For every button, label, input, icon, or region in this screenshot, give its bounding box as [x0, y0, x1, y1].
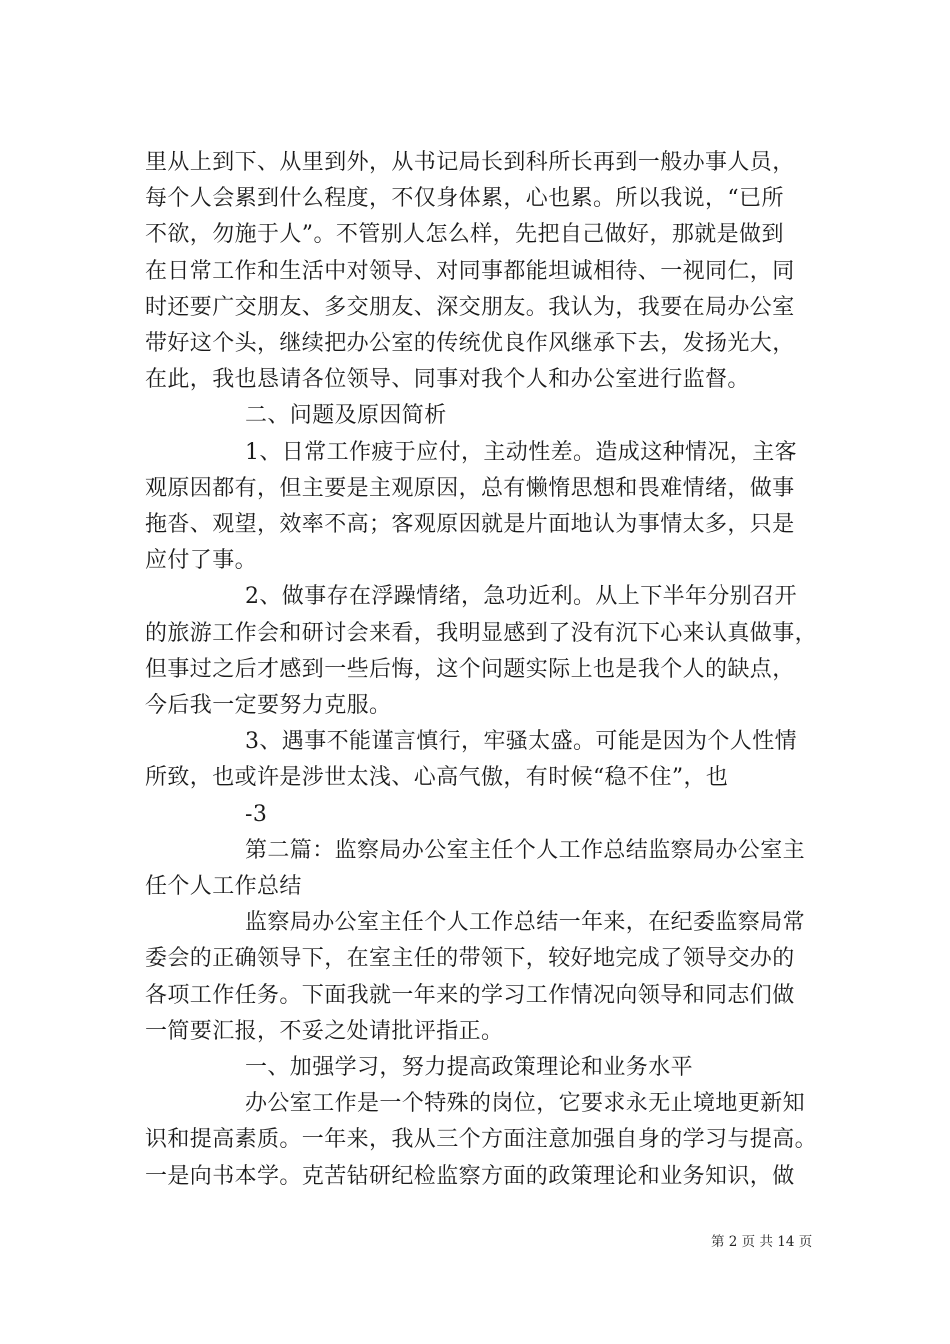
body-text-line: 一是向书本学。克苦钻研纪检监察方面的政策理论和业务知识，做	[145, 1164, 795, 1189]
body-text-line: 的旅游工作会和研讨会来看，我明显感到了没有沉下心来认真做事，	[145, 621, 818, 646]
body-text-line: 2、做事存在浮躁情绪，急功近利。从上下半年分别召开	[245, 584, 797, 609]
page-marker: -3	[245, 802, 268, 827]
body-text-line: 1、日常工作疲于应付，主动性差。造成这种情况，主客	[245, 440, 797, 465]
page-number-footer: 第 2 页 共 14 页	[711, 1234, 813, 1250]
body-text-line: 在日常工作和生活中对领导、对同事都能坦诚相待、一视同仁，同	[145, 259, 795, 284]
section-heading: 一、加强学习，努力提高政策理论和业务水平	[245, 1055, 694, 1080]
body-text-line: 应付了事。	[145, 548, 258, 573]
body-text-line: 里从上到下、从里到外，从书记局长到科所长再到一般办事人员，	[145, 150, 795, 175]
section-heading: 二、问题及原因简析	[245, 403, 447, 428]
body-text-line: 每个人会累到什么程度，不仅身体累，心也累。所以我说，“已所	[145, 186, 784, 211]
body-text-line: 监察局办公室主任个人工作总结一年来，在纪委监察局常	[245, 910, 806, 935]
section-title: 第二篇：监察局办公室主任个人工作总结监察局办公室主	[245, 838, 806, 863]
body-text-line: 所致，也或许是涉世太浅、心高气傲，有时候“稳不住”，也	[145, 765, 729, 790]
body-text-line: 委会的正确领导下，在室主任的带领下，较好地完成了领导交办的	[145, 946, 795, 971]
body-text-line: 不欲，勿施于人”。不管别人怎么样，先把自己做好，那就是做到	[145, 222, 784, 247]
body-text-line: 拖沓、观望，效率不高；客观原因就是片面地认为事情太多，只是	[145, 512, 795, 537]
body-text-line: 识和提高素质。一年来，我从三个方面注意加强自身的学习与提高。	[145, 1127, 818, 1152]
body-text-line: 观原因都有，但主要是主观原因，总有懒惰思想和畏难情绪，做事	[145, 476, 795, 501]
body-text-line: 带好这个头，继续把办公室的传统优良作风继承下去，发扬光大，	[145, 331, 795, 356]
section-title: 任个人工作总结	[145, 874, 302, 899]
body-text-line: 一简要汇报，不妥之处请批评指正。	[145, 1019, 504, 1044]
body-text-line: 3、遇事不能谨言慎行，牢骚太盛。可能是因为个人性情	[245, 729, 797, 754]
body-text-line: 在此，我也恳请各位领导、同事对我个人和办公室进行监督。	[145, 367, 750, 392]
body-text-line: 各项工作任务。下面我就一年来的学习工作情况向领导和同志们做	[145, 983, 795, 1008]
body-text-line: 但事过之后才感到一些后悔，这个问题实际上也是我个人的缺点，	[145, 657, 795, 682]
body-text-line: 办公室工作是一个特殊的岗位，它要求永无止境地更新知	[245, 1091, 806, 1116]
body-text-line: 今后我一定要努力克服。	[145, 693, 392, 718]
body-text-line: 时还要广交朋友、多交朋友、深交朋友。我认为，我要在局办公室	[145, 295, 795, 320]
